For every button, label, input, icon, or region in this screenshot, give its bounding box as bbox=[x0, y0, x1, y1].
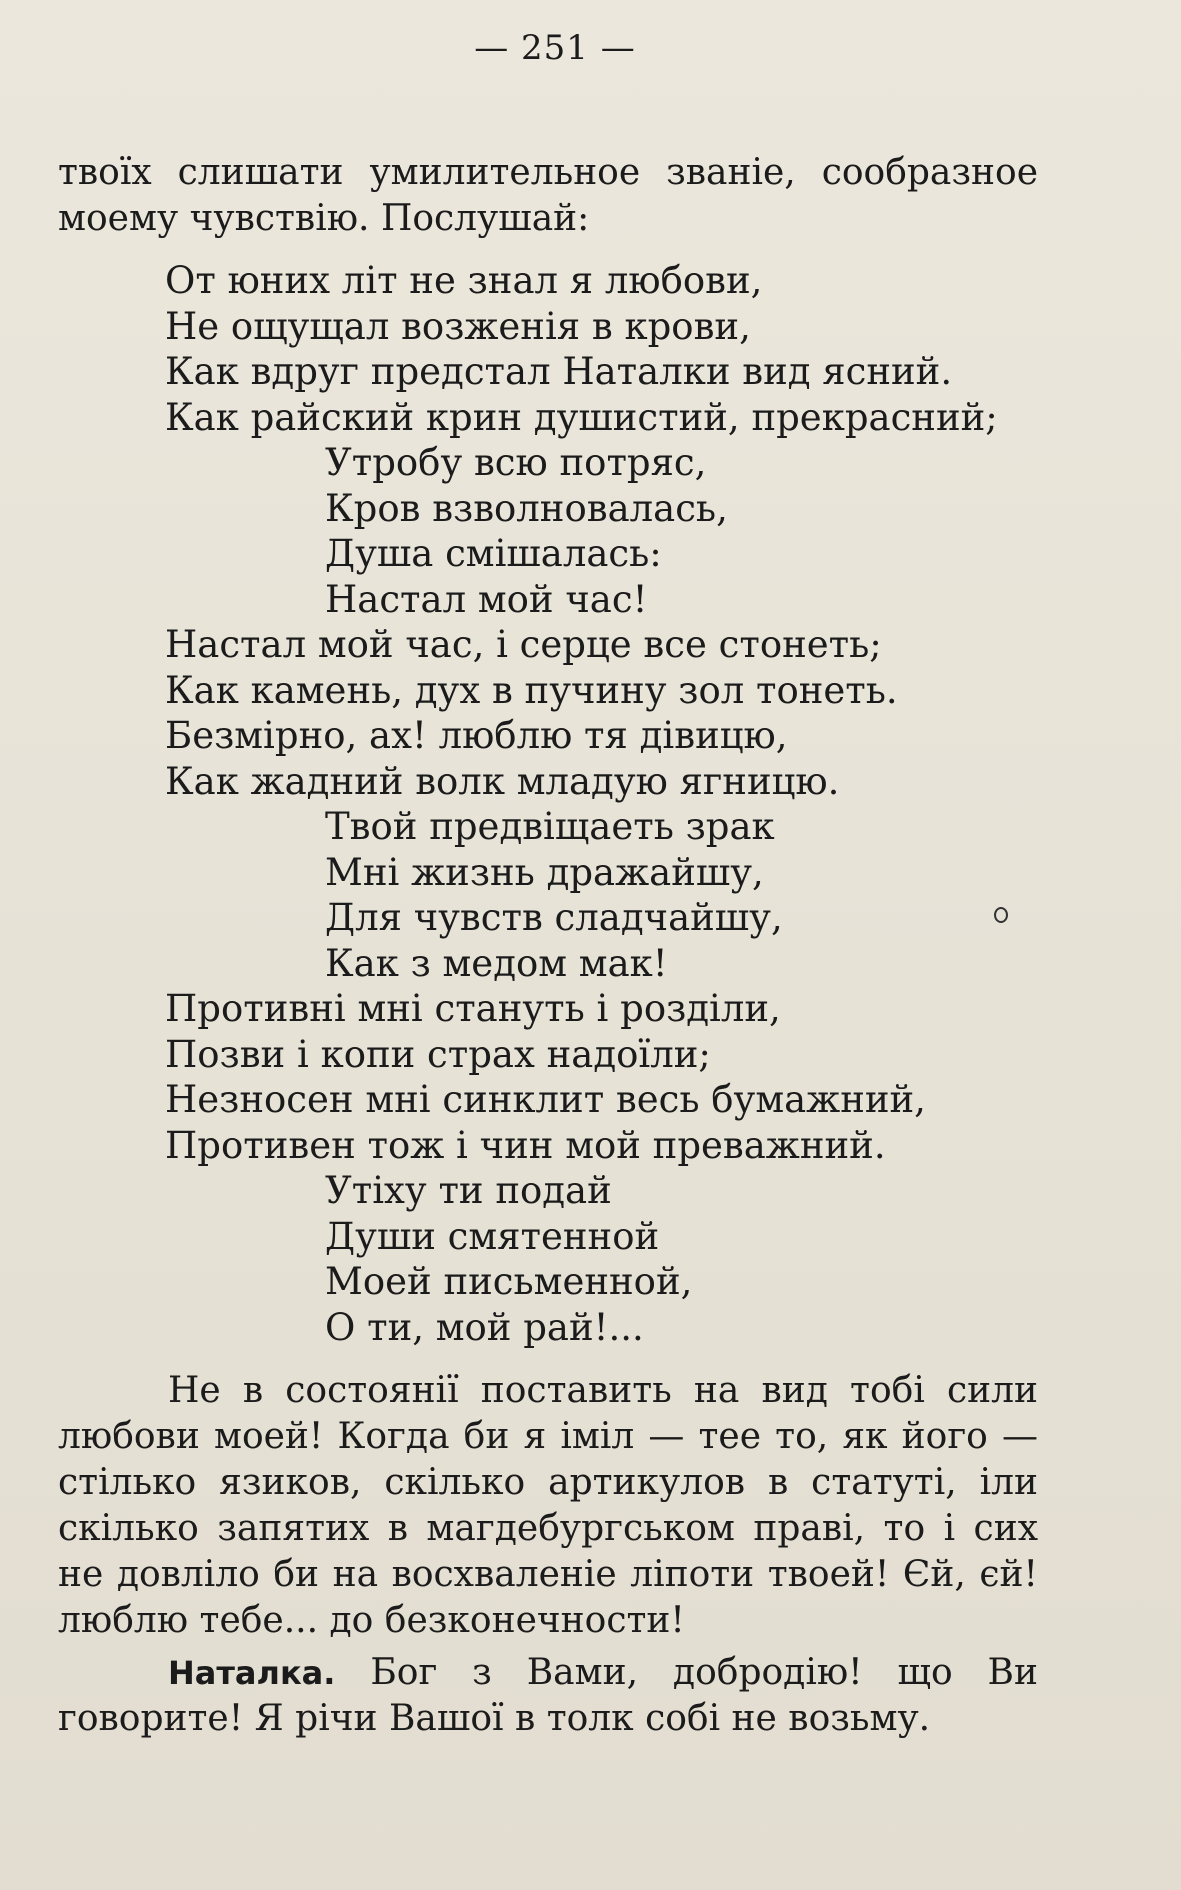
poem-line: Моей письменной, bbox=[325, 1260, 693, 1303]
poem-line: Для чувств сладчайшу, bbox=[325, 896, 783, 939]
poem bbox=[165, 258, 998, 1350]
poem-line: Не ощущал возженія в крови, bbox=[165, 304, 751, 348]
poem-line: Как з медом мак! bbox=[325, 941, 668, 985]
poem-line: Настал мой час, і серце все стонеть; bbox=[165, 623, 882, 666]
paragraph-declaration: Не в состоянії поставить на вид тобі сили любови моей! Когда би я іміл — тее то, як його — стілько язиков, скілько артикулов в статуті, іли скілько запятих в магдебургськом праві, то і сих не довліло би на восхваленіе ліпоти твоей! Єй, єй! люблю тебе... до безконечности! bbox=[58, 1370, 1038, 1641]
ink-speck bbox=[994, 907, 1008, 923]
poem-line: Утіху ти подай bbox=[325, 1169, 612, 1212]
speaker-text: Бог з Вами, добродію! що Ви говорите! Я річи Вашої в толк собі не возьму. bbox=[58, 1652, 1038, 1739]
poem-line: Души смятенной bbox=[325, 1214, 660, 1258]
poem-line: Душа смішалась: bbox=[325, 532, 662, 575]
paragraph-intro: твоїх слишати умилительное званіе, сообразное моему чувствію. Послушай: bbox=[58, 152, 1038, 239]
page-number: — 251 — bbox=[474, 28, 636, 68]
poem-line: Как вдруг предстал Наталки вид ясний. bbox=[165, 350, 953, 393]
poem-line: Как райский крин душистий, прекрасний; bbox=[165, 395, 998, 439]
poem-line: Противні мні стануть і розділи, bbox=[165, 987, 781, 1030]
dialogue-line bbox=[58, 1650, 1038, 1742]
poem-line: Безмірно, ах! люблю тя дівицю, bbox=[165, 714, 788, 757]
poem-line: Кров взволновалась, bbox=[325, 486, 728, 530]
poem-line: Утробу всю потряс, bbox=[325, 441, 707, 484]
poem-line: Как камень, дух в пучину зол тонеть. bbox=[165, 668, 898, 712]
poem-line: Мні жизнь дражайшу, bbox=[325, 850, 764, 894]
poem-line: Как жадний волк младую ягницю. bbox=[165, 759, 840, 803]
poem-line: О ти, мой рай!... bbox=[325, 1305, 644, 1349]
speaker-name: Наталка. bbox=[168, 1654, 336, 1692]
poem-line: Твой предвіщаеть зрак bbox=[325, 805, 775, 848]
poem-line: Противен тож і чин мой преважний. bbox=[165, 1123, 886, 1167]
poem-line: Настал мой час! bbox=[325, 577, 648, 621]
poem-line: Незносен мні синклит весь бумажний, bbox=[165, 1078, 926, 1121]
poem-line: От юних літ не знал я любови, bbox=[165, 259, 763, 302]
poem-line: Позви і копи страх надоїли; bbox=[165, 1032, 711, 1076]
